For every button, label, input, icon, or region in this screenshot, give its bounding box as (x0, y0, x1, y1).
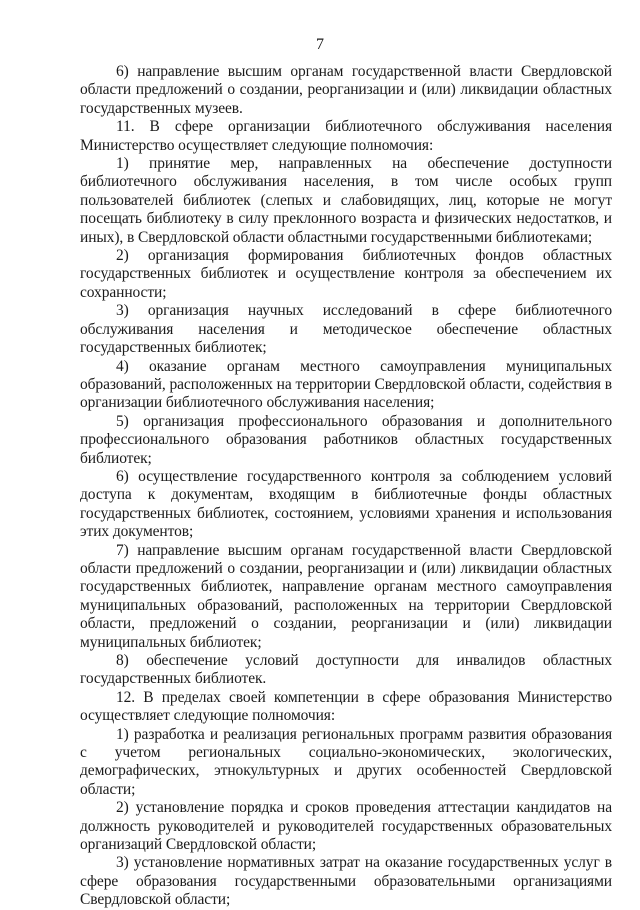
paragraph: 3) установление нормативных затрат на оказание государственных услуг в сфере образования государственными образовательными организациями Свердловской области; (80, 854, 612, 909)
paragraph: 1) разработка и реализация региональных программ развития образования с учетом региональных социально-экономических, экологических, демографических, этнокультурных и других особенностей Свердловской области; (80, 725, 612, 798)
paragraph: 8) обеспечение условий доступности для инвалидов областных государственных библиотек. (80, 652, 612, 688)
paragraph: 11. В сфере организации библиотечного обслуживания населения Министерство осуществляет следующие полномочия: (80, 118, 612, 154)
paragraph: 12. В пределах своей компетенции в сфере образования Министерство осуществляет следующие полномочия: (80, 688, 612, 725)
page-number: 7 (316, 36, 324, 53)
paragraph: 4) оказание органам местного самоуправления муниципальных образований, расположенных на территории Свердловской области, содействия в организации библиотечного обслуживания населения; (80, 357, 612, 412)
paragraph: 5) организация профессионального образования и дополнительного профессионального образования работников областных государственных библиотек; (80, 412, 612, 467)
paragraph: 2) установление порядка и сроков проведения аттестации кандидатов на должность руководителей и руководителей государственных образовательных организаций Свердловской области; (80, 799, 612, 854)
paragraph: 1) принятие мер, направленных на обеспечение доступности библиотечного обслуживания населения, в том числе особых групп пользователей библиотек (слепых и слабовидящих, лиц, которые не могут посещать библиотеку в силу преклонного возраста и физических недостатков, и иных), в Свердловской области областными государственными библиотеками; (80, 155, 612, 246)
paragraph: 6) осуществление государственного контроля за соблюдением условий доступа к документам, входящим в библиотечные фонды областных государственных библиотек, состоянием, условиями хранения и использования этих документов; (80, 467, 612, 541)
paragraph: 6) направление высшим органам государственной власти Свердловской области предложений о создании, реорганизации и (или) ликвидации областных государственных музеев. (80, 63, 612, 117)
document-body (80, 63, 612, 910)
paragraph: 3) организация научных исследований в сфере библиотечного обслуживания населения и методическое обеспечение областных государственных библиотек; (80, 302, 612, 357)
paragraph: 7) направление высшим органам государственной власти Свердловской области предложений о создании, реорганизации и (или) ликвидации областных государственных библиотек, направление органам местного самоуправления муниципальных образований, расположенных на территории Свердловской области, предложений о создании, реорганизации и (или) ликвидации муниципальных библиотек; (80, 541, 612, 651)
paragraph: 2) организация формирования библиотечных фондов областных государственных библиотек и осуществление контроля за обеспечением их сохранности; (80, 247, 612, 301)
